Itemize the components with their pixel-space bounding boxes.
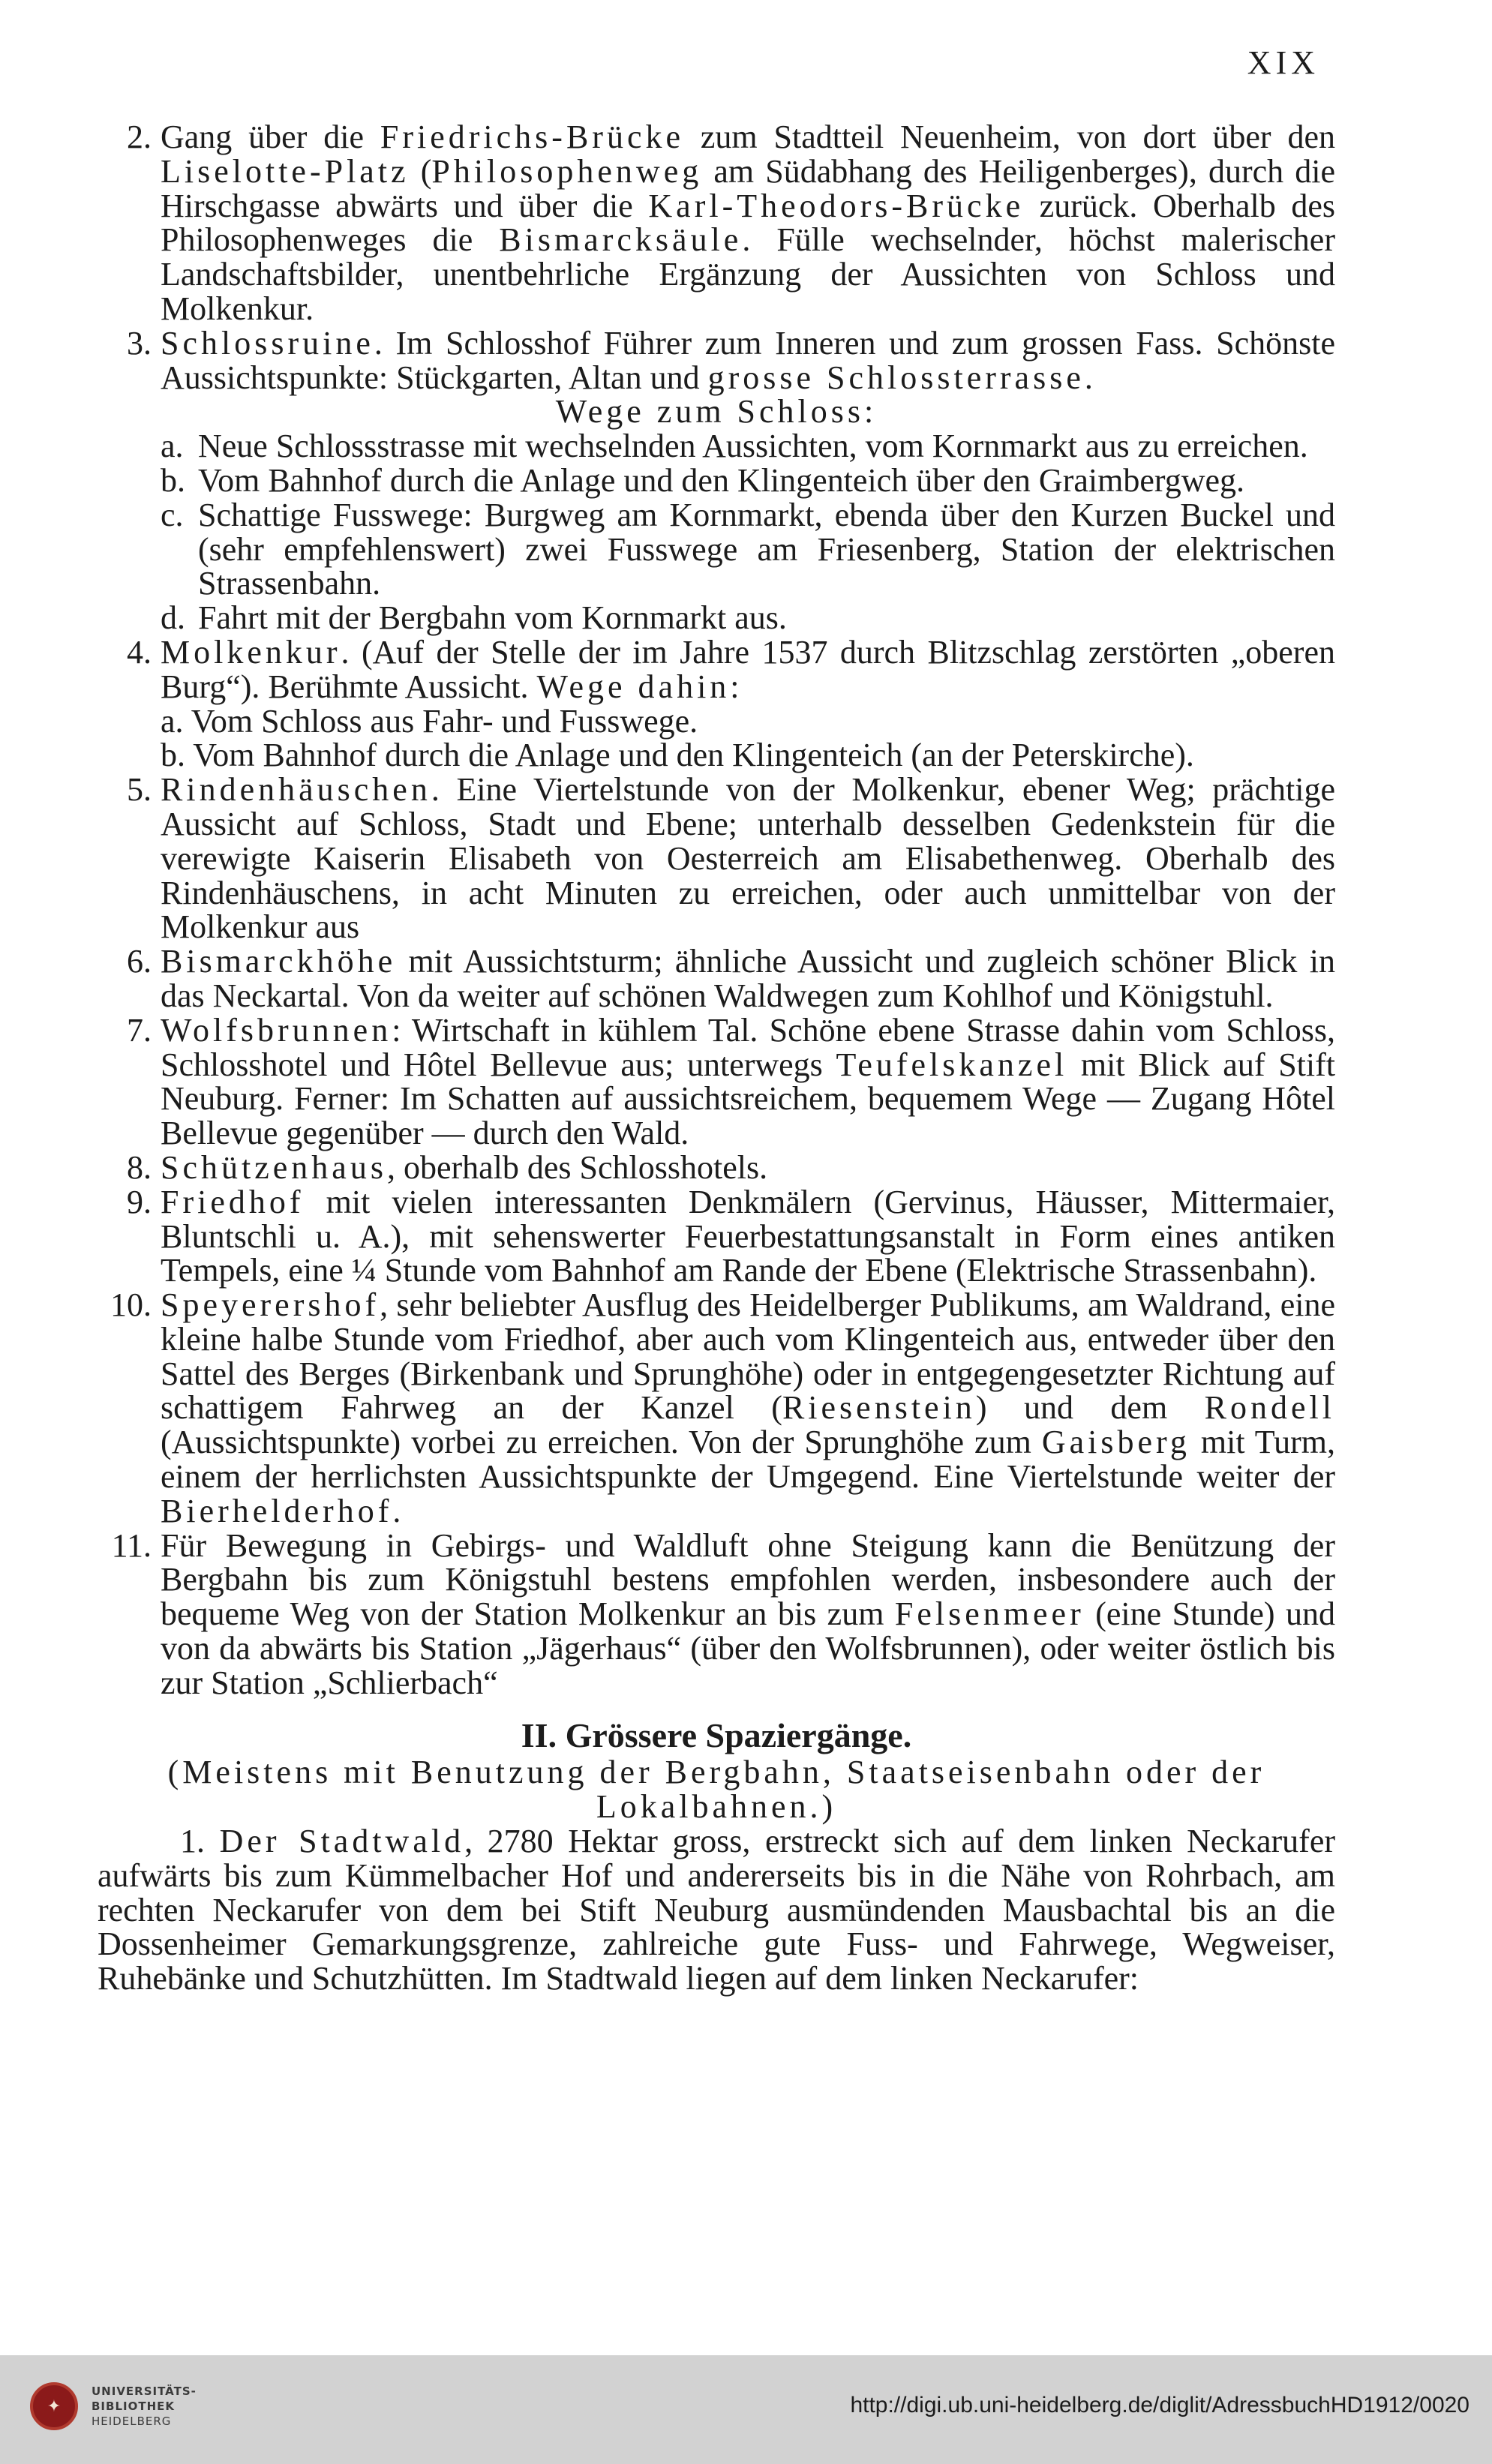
sub-text: Fahrt mit der Bergbahn vom Kornmarkt aus. — [198, 599, 787, 637]
section-paragraph: 1. Der Stadtwald, 2780 Hektar gross, erstreckt sich auf dem linken Neckarufer aufwärts bis zum Kümmelbacher Hof und andererseits bis in die Nähe von Rohrbach, am rechten Neckarufer von dem bei Stift Neuburg ausmündenden Mausbachtal bis an die Dossenheimer Gemarkungsgrenze, zahlreiche gute Fuss- und Fahrwege, Wegweiser, Ruhebänke und Schutzhütten. Im Stadtwald liegen auf dem linken Neckarufer: — [98, 1823, 1335, 1997]
list-item-11 — [98, 1526, 1335, 1701]
item-number: 6. — [127, 943, 152, 980]
item-number: 3. — [127, 324, 152, 362]
list-item-10 — [98, 1288, 1335, 1529]
item-number: 2. — [127, 119, 152, 155]
item-number: 5. — [127, 771, 152, 809]
sub-item-c — [98, 498, 1335, 601]
list-item-5 — [98, 773, 1335, 944]
item-number: 8. — [127, 1148, 152, 1186]
item-text: Wolfsbrunnen: Wirtschaft in kühlem Tal. Schöne ebene Strasse dahin vom Schloss, Schlosshotel und Hôtel Bellevue aus; unterwegs Teufelskanzel mit Blick auf Stift Neuburg. Ferner: Im Schatten auf aussichtsreichem, bequemem Wege — Zugang Hôtel Bellevue gegenüber — durch den Wald. — [161, 1011, 1335, 1152]
item-text: Rindenhäuschen. Eine Viertelstunde von der Molkenkur, ebener Weg; prächtige Aussicht auf Schloss, Stadt und Ebene; unterhalb desselben Gedenkstein für die verewigte Kaiserin Elisabeth von Oesterreich am Elisabethenweg. Oberhalb des Rindenhäuschens, in acht Minuten zu erreichen, oder auch unmittelbar von der Molkenkur aus — [161, 771, 1335, 946]
list-item-8 — [98, 1148, 1335, 1186]
sub-item-plain: b. Vom Bahnhof durch die Anlage und den Klingenteich (an der Peterskirche). — [161, 737, 1194, 774]
sub-item-b — [98, 461, 1335, 499]
sub-letter: d. — [161, 599, 185, 637]
source-url-link[interactable]: http://digi.ub.uni-heidelberg.de/diglit/AdressbuchHD1912/0020 — [850, 2393, 1469, 2417]
sub-letter: a. — [161, 428, 184, 465]
sub-text: Vom Bahnhof durch die Anlage und den Klingenteich über den Graimbergweg. — [198, 461, 1245, 499]
sub-item-plain: a. Vom Schloss aus Fahr- und Fusswege. — [161, 702, 698, 740]
library-logo[interactable] — [30, 2382, 197, 2430]
list-item-6 — [98, 944, 1335, 1013]
item-text: Für Bewegung in Gebirgs- und Waldluft ohne Steigung kann die Benützung der Bergbahn bis zum Königstuhl bestens empfohlen werden, insbesondere auch der bequeme Weg von der Station Molkenkur an bis zum Felsenmeer (eine Stunde) und von da abwärts bis Station „Jägerhaus“ (über den Wolfsbrunnen), oder weiter östlich bis zur Station „Schlierbach“ — [161, 1526, 1335, 1701]
item-text: Speyerershof, sehr beliebter Ausflug des Heidelberger Publikums, am Waldrand, eine kleine halbe Stunde vom Friedhof, aber auch vom Klingenteich aus, entweder über den Sattel des Berges (Birkenbank und Sprunghöhe) oder in entgegengesetzter Richtung auf schattigem Fahrweg an der Kanzel (Riesenstein) und dem Rondell (Aussichtspunkte) vorbei zu erreichen. Von der Sprunghöhe zum Gaisberg mit Turm, einem der herrlichsten Aussichtspunkte der Umgegend. Eine Viertelstunde weiter der Bierhelderhof. — [161, 1286, 1335, 1529]
list-item-4 — [98, 635, 1335, 704]
footer-bar — [0, 2355, 1492, 2464]
sub-item-d — [98, 601, 1335, 635]
section-title: II. Grössere Spaziergänge. — [521, 1715, 912, 1754]
page-number: XIX — [1247, 44, 1319, 81]
sub-item-a — [98, 429, 1335, 464]
item-text: Molkenkur. (Auf der Stelle der im Jahre 1537 durch Blitzschlag zerstörten „oberen Burg“). Berühmte Aussicht. Wege dahin: — [161, 633, 1335, 705]
subheading-wege-zum-schloss: Wege zum Schloss: — [555, 393, 878, 431]
list-item-2 — [98, 120, 1335, 326]
item-text: Gang über die Friedrichs-Brücke zum Stadtteil Neuenheim, von dort über den Liselotte-Platz (Philosophenweg am Südabhang des Heiligenberges), durch die Hirschgasse abwärts und über die Karl-Theodors-Brücke zurück. Oberhalb des Philosophenweges die Bismarcksäule. Fülle wechselnder, höchst malerischer Landschaftsbilder, unentbehrliche Ergänzung der Aussichten von Schloss und Molkenkur. — [161, 119, 1335, 327]
sub-text: Schattige Fusswege: Burgweg am Kornmarkt, ebenda über den Kurzen Buckel und (sehr empfehlenswert) zwei Fusswege am Friesenberg, Station der elektrischen Strassenbahn. — [198, 496, 1335, 602]
list-item-3 — [98, 326, 1335, 395]
item-text: Schlossruine. Im Schlosshof Führer zum Inneren und zum grossen Fass. Schönste Aussichtspunkte: Stückgarten, Altan und grosse Schlossterrasse. — [161, 324, 1335, 396]
list-item-9 — [98, 1185, 1335, 1288]
sub-text: Neue Schlossstrasse mit wechselnden Aussichten, vom Kornmarkt aus zu erreichen. — [198, 428, 1308, 465]
library-name: UNIVERSITÄTS- BIBLIOTHEK HEIDELBERG — [92, 2384, 197, 2428]
sub-letter: b. — [161, 461, 185, 499]
item-text: Schützenhaus, oberhalb des Schlosshotels. — [161, 1148, 768, 1186]
document-body — [98, 120, 1335, 1996]
item-text: Bismarckhöhe mit Aussichtsturm; ähnliche Aussicht und zugleich schöner Blick in das Neckartal. Von da weiter auf schönen Waldwegen zum Kohlhof und Königstuhl. — [161, 943, 1335, 1014]
university-seal-icon: ✦ — [30, 2382, 78, 2430]
item-number: 10. — [110, 1286, 152, 1324]
item-number: 11. — [111, 1526, 152, 1564]
item-text: Friedhof mit vielen interessanten Denkmälern (Gervinus, Häusser, Mittermaier, Bluntschli u. A.), mit sehenswerter Feuerbestattungsanstalt in Form eines antiken Tempels, eine ¼ Stunde vom Bahnhof am Rande der Ebene (Elektrische Strassenbahn). — [161, 1183, 1335, 1289]
sub-letter: c. — [161, 496, 184, 533]
list-item-7 — [98, 1013, 1335, 1151]
section-subtitle: (Meistens mit Benutzung der Bergbahn, Staatseisenbahn oder der Lokalbahnen.) — [167, 1754, 1265, 1826]
item-number: 4. — [127, 633, 152, 671]
item-number: 9. — [127, 1183, 152, 1220]
item-number: 7. — [127, 1011, 152, 1049]
